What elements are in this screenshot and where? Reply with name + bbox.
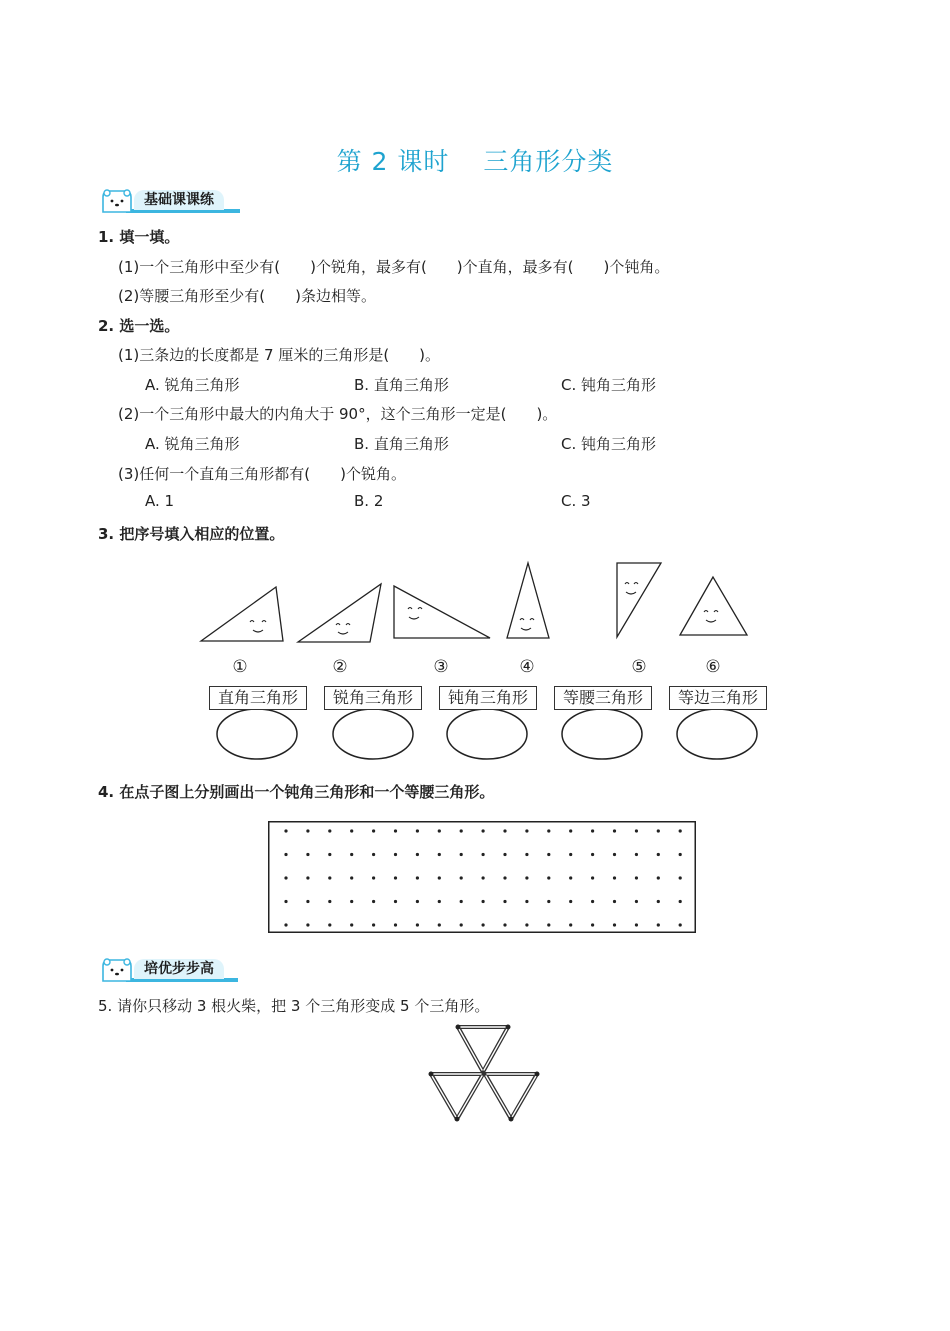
grid-dot[interactable] (328, 853, 331, 856)
grid-dot[interactable] (635, 876, 638, 879)
category-obtuse-triangle: 钝角三角形 (439, 686, 537, 710)
grid-dot[interactable] (306, 876, 309, 879)
grid-dot[interactable] (416, 829, 419, 832)
category-equilateral-triangle: 等边三角形 (669, 686, 767, 710)
grid-dot[interactable] (569, 876, 572, 879)
q2-item-3-option-c: C. 3 (561, 492, 591, 510)
grid-dot[interactable] (591, 829, 594, 832)
q2-item-2-stem: (2)一个三角形中最大的内角大于 90°，这个三角形一定是( )。 (118, 405, 558, 423)
grid-dot[interactable] (372, 900, 375, 903)
grid-dot[interactable] (306, 900, 309, 903)
bear-mascot-icon (100, 957, 134, 983)
grid-dot[interactable] (503, 923, 506, 926)
grid-dot[interactable] (635, 923, 638, 926)
lesson-number: 第 2 课时 (336, 147, 450, 176)
category-acute-triangle: 锐角三角形 (324, 686, 422, 710)
grid-dot[interactable] (657, 853, 660, 856)
grid-dot[interactable] (350, 876, 353, 879)
grid-dot[interactable] (525, 853, 528, 856)
grid-dot[interactable] (613, 876, 616, 879)
grid-dot[interactable] (394, 923, 397, 926)
grid-dot[interactable] (394, 853, 397, 856)
grid-dot[interactable] (591, 900, 594, 903)
grid-dot[interactable] (613, 853, 616, 856)
grid-dot[interactable] (284, 900, 287, 903)
grid-dot[interactable] (503, 853, 506, 856)
grid-dot[interactable] (284, 829, 287, 832)
grid-dot[interactable] (657, 876, 660, 879)
grid-dot[interactable] (306, 923, 309, 926)
triangle-1 (201, 587, 283, 641)
grid-dot[interactable] (547, 876, 550, 879)
grid-dot[interactable] (657, 829, 660, 832)
triangle-number-5: ⑤ (631, 657, 647, 677)
triangle-number-2: ② (332, 657, 348, 677)
grid-dot[interactable] (679, 876, 682, 879)
triangle-number-6: ⑥ (705, 657, 721, 677)
grid-dot[interactable] (503, 876, 506, 879)
q2-item-2-option-b: B. 直角三角形 (354, 435, 449, 453)
grid-dot[interactable] (394, 829, 397, 832)
grid-dot[interactable] (372, 853, 375, 856)
grid-dot[interactable] (482, 853, 485, 856)
grid-dot[interactable] (394, 876, 397, 879)
grid-dot[interactable] (635, 853, 638, 856)
triangle-number-3: ③ (433, 657, 449, 677)
q2-item-3-option-b: B. 2 (354, 492, 384, 510)
q1-line-1: (1)一个三角形中至少有( )个锐角，最多有( )个直角，最多有( )个钝角。 (118, 258, 670, 276)
grid-dot[interactable] (350, 829, 353, 832)
grid-dot[interactable] (328, 829, 331, 832)
grid-dot[interactable] (613, 923, 616, 926)
q2-item-3-option-a: A. 1 (145, 492, 175, 510)
section-title-basic: 基础课课练 (134, 190, 224, 210)
grid-dot[interactable] (306, 853, 309, 856)
grid-dot[interactable] (328, 900, 331, 903)
grid-dot[interactable] (547, 829, 550, 832)
triangle-number-4: ④ (519, 657, 535, 677)
grid-dot[interactable] (569, 923, 572, 926)
grid-dot[interactable] (416, 923, 419, 926)
triangle-6 (680, 577, 747, 635)
grid-dot[interactable] (635, 829, 638, 832)
grid-dot[interactable] (613, 829, 616, 832)
grid-dot[interactable] (679, 829, 682, 832)
grid-dot[interactable] (503, 900, 506, 903)
grid-dot[interactable] (284, 923, 287, 926)
matchstick-triangles (428, 1024, 548, 1124)
triangle-3 (394, 586, 490, 638)
grid-dot[interactable] (460, 876, 463, 879)
q1-heading: 1. 填一填。 (98, 228, 180, 246)
grid-dot[interactable] (525, 829, 528, 832)
grid-dot[interactable] (503, 829, 506, 832)
grid-dot[interactable] (569, 900, 572, 903)
q2-item-1-option-a: A. 锐角三角形 (145, 376, 240, 394)
grid-dot[interactable] (547, 923, 550, 926)
grid-dot[interactable] (328, 923, 331, 926)
grid-dot[interactable] (460, 900, 463, 903)
grid-dot[interactable] (372, 876, 375, 879)
category-right-triangle: 直角三角形 (209, 686, 307, 710)
q4-heading: 4. 在点子图上分别画出一个钝角三角形和一个等腰三角形。 (98, 783, 495, 801)
grid-dot[interactable] (657, 900, 660, 903)
grid-dot[interactable] (460, 853, 463, 856)
grid-dot[interactable] (350, 923, 353, 926)
grid-dot[interactable] (438, 923, 441, 926)
grid-dot[interactable] (547, 853, 550, 856)
grid-dot[interactable] (416, 876, 419, 879)
grid-dot[interactable] (284, 853, 287, 856)
grid-dot[interactable] (350, 900, 353, 903)
dot-grid[interactable] (268, 821, 696, 933)
grid-dot[interactable] (547, 900, 550, 903)
grid-dot[interactable] (438, 853, 441, 856)
q1-line-2: (2)等腰三角形至少有( )条边相等。 (118, 287, 376, 305)
grid-dot[interactable] (460, 923, 463, 926)
grid-dot[interactable] (482, 923, 485, 926)
grid-dot[interactable] (438, 829, 441, 832)
q2-item-1-option-c: C. 钝角三角形 (561, 376, 657, 394)
grid-dot[interactable] (372, 923, 375, 926)
grid-dot[interactable] (306, 829, 309, 832)
grid-dot[interactable] (482, 900, 485, 903)
grid-dot[interactable] (416, 900, 419, 903)
grid-dot[interactable] (591, 853, 594, 856)
q2-item-1-stem: (1)三条边的长度都是 7 厘米的三角形是( )。 (118, 346, 441, 364)
triangle-5 (617, 563, 661, 637)
q2-heading: 2. 选一选。 (98, 317, 180, 335)
category-isosceles-triangle: 等腰三角形 (554, 686, 652, 710)
grid-dot[interactable] (525, 900, 528, 903)
grid-dot[interactable] (438, 900, 441, 903)
section-title-advanced: 培优步步高 (134, 959, 224, 979)
grid-dot[interactable] (328, 876, 331, 879)
grid-dot[interactable] (569, 829, 572, 832)
grid-dot[interactable] (525, 876, 528, 879)
grid-dot[interactable] (372, 829, 375, 832)
grid-dot[interactable] (438, 876, 441, 879)
q2-item-1-option-b: B. 直角三角形 (354, 376, 449, 394)
q5-heading: 5. 请你只移动 3 根火柴，把 3 个三角形变成 5 个三角形。 (98, 997, 490, 1015)
grid-dot[interactable] (482, 876, 485, 879)
triangle-4 (507, 563, 549, 638)
grid-dot[interactable] (679, 900, 682, 903)
q2-item-2-option-c: C. 钝角三角形 (561, 435, 657, 453)
grid-dot[interactable] (394, 900, 397, 903)
grid-dot[interactable] (635, 900, 638, 903)
grid-dot[interactable] (657, 923, 660, 926)
grid-dot[interactable] (482, 829, 485, 832)
triangle-number-1: ① (232, 657, 248, 677)
grid-dot[interactable] (569, 853, 572, 856)
q3-heading: 3. 把序号填入相应的位置。 (98, 525, 285, 543)
grid-dot[interactable] (591, 923, 594, 926)
grid-dot[interactable] (679, 853, 682, 856)
q2-item-3-stem: (3)任何一个直角三角形都有( )个锐角。 (118, 465, 406, 483)
lesson-topic: 三角形分类 (483, 147, 614, 176)
q2-item-2-option-a: A. 锐角三角形 (145, 435, 240, 453)
grid-dot[interactable] (284, 876, 287, 879)
grid-dot[interactable] (416, 853, 419, 856)
grid-dot[interactable] (525, 923, 528, 926)
grid-dot[interactable] (460, 829, 463, 832)
answer-ovals (217, 709, 757, 759)
grid-dot[interactable] (613, 900, 616, 903)
grid-dot[interactable] (591, 876, 594, 879)
grid-dot[interactable] (350, 853, 353, 856)
section-banner-advanced (100, 957, 240, 985)
grid-dot[interactable] (679, 923, 682, 926)
